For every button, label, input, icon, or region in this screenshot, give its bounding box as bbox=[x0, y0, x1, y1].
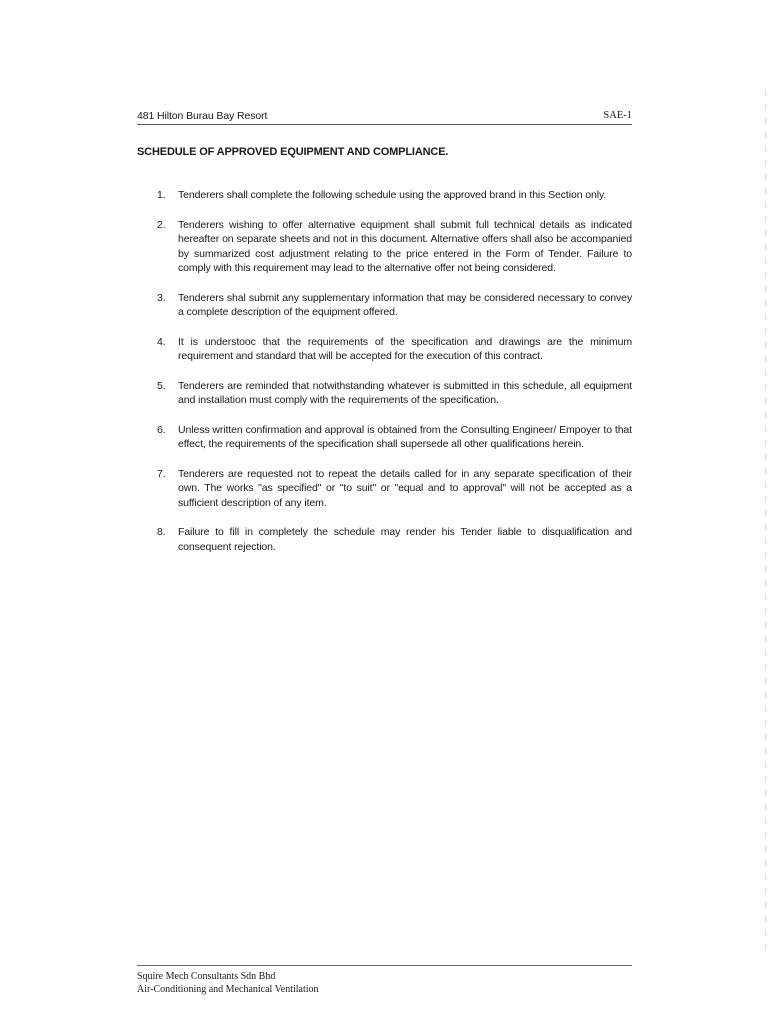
clause-text: It is understooc that the requirements of the specification and drawings are the minimum requirement and standard that will be accepted for the execution of this contract. bbox=[178, 335, 632, 362]
clause-number: 8. bbox=[157, 526, 166, 538]
clause-item-2 bbox=[137, 218, 632, 276]
page-header bbox=[137, 110, 632, 125]
clause-number: 5. bbox=[157, 379, 166, 392]
scan-edge-line bbox=[765, 90, 766, 950]
document-title: SCHEDULE OF APPROVED EQUIPMENT AND COMPLIANCE. bbox=[137, 146, 449, 158]
clause-number: 7. bbox=[157, 467, 166, 480]
clause-text: Tenderers wishing to offer alternative equipment shall submit full technical details as indicated hereafter on separate sheets and not in this document. Alternative offers shall also be accompanied by summarized cost adjustment relating to the price entered in the Form of Tender. Failure to comply with this requirement may lead to the alternative offer not being considered. bbox=[178, 218, 632, 274]
clause-number: 3. bbox=[157, 291, 166, 304]
footer-discipline: Air-Conditioning and Mechanical Ventilation bbox=[137, 984, 319, 995]
clause-item-5 bbox=[137, 379, 632, 408]
clause-number: 1. bbox=[157, 189, 166, 201]
clause-text: Tenderers are requested not to repeat the details called for in any separate specification of their own. The works "as specified" or "to suit" or "equal and to approval" will not be accepted as a sufficient description of any item. bbox=[178, 467, 632, 509]
clause-number: 4. bbox=[157, 335, 166, 348]
page-footer bbox=[137, 965, 632, 996]
clause-item-8 bbox=[137, 525, 632, 554]
clause-number: 2. bbox=[157, 218, 166, 231]
clause-text: Tenderers shal submit any supplementary information that may be considered necessary to convey a complete description of the equipment offered. bbox=[178, 291, 632, 318]
clause-text: Tenderers shall complete the following schedule using the approved brand in this Section only. bbox=[178, 189, 607, 201]
footer-company: Squire Mech Consultants Sdn Bhd bbox=[137, 971, 276, 982]
clause-item-4 bbox=[137, 335, 632, 364]
clause-item-3 bbox=[137, 291, 632, 320]
clause-item-6 bbox=[137, 423, 632, 452]
clause-item-1 bbox=[137, 188, 632, 203]
header-section-ref: SAE-1 bbox=[603, 110, 632, 121]
clause-text: Unless written confirmation and approval is obtained from the Consulting Engineer/ Empoyer to that effect, the requirements of the specification shall supersede all other qualifications herein. bbox=[178, 423, 632, 450]
clause-list bbox=[137, 188, 632, 569]
header-project-name: 481 Hilton Burau Bay Resort bbox=[137, 110, 268, 122]
clause-item-7 bbox=[137, 467, 632, 511]
clause-text: Tenderers are reminded that notwithstanding whatever is submitted in this schedule, all equipment and installation must comply with the requirements of the specification. bbox=[178, 379, 632, 406]
clause-text: Failure to fill in completely the schedule may render his Tender liable to disqualification and consequent rejection. bbox=[178, 526, 632, 553]
clause-number: 6. bbox=[157, 423, 166, 436]
